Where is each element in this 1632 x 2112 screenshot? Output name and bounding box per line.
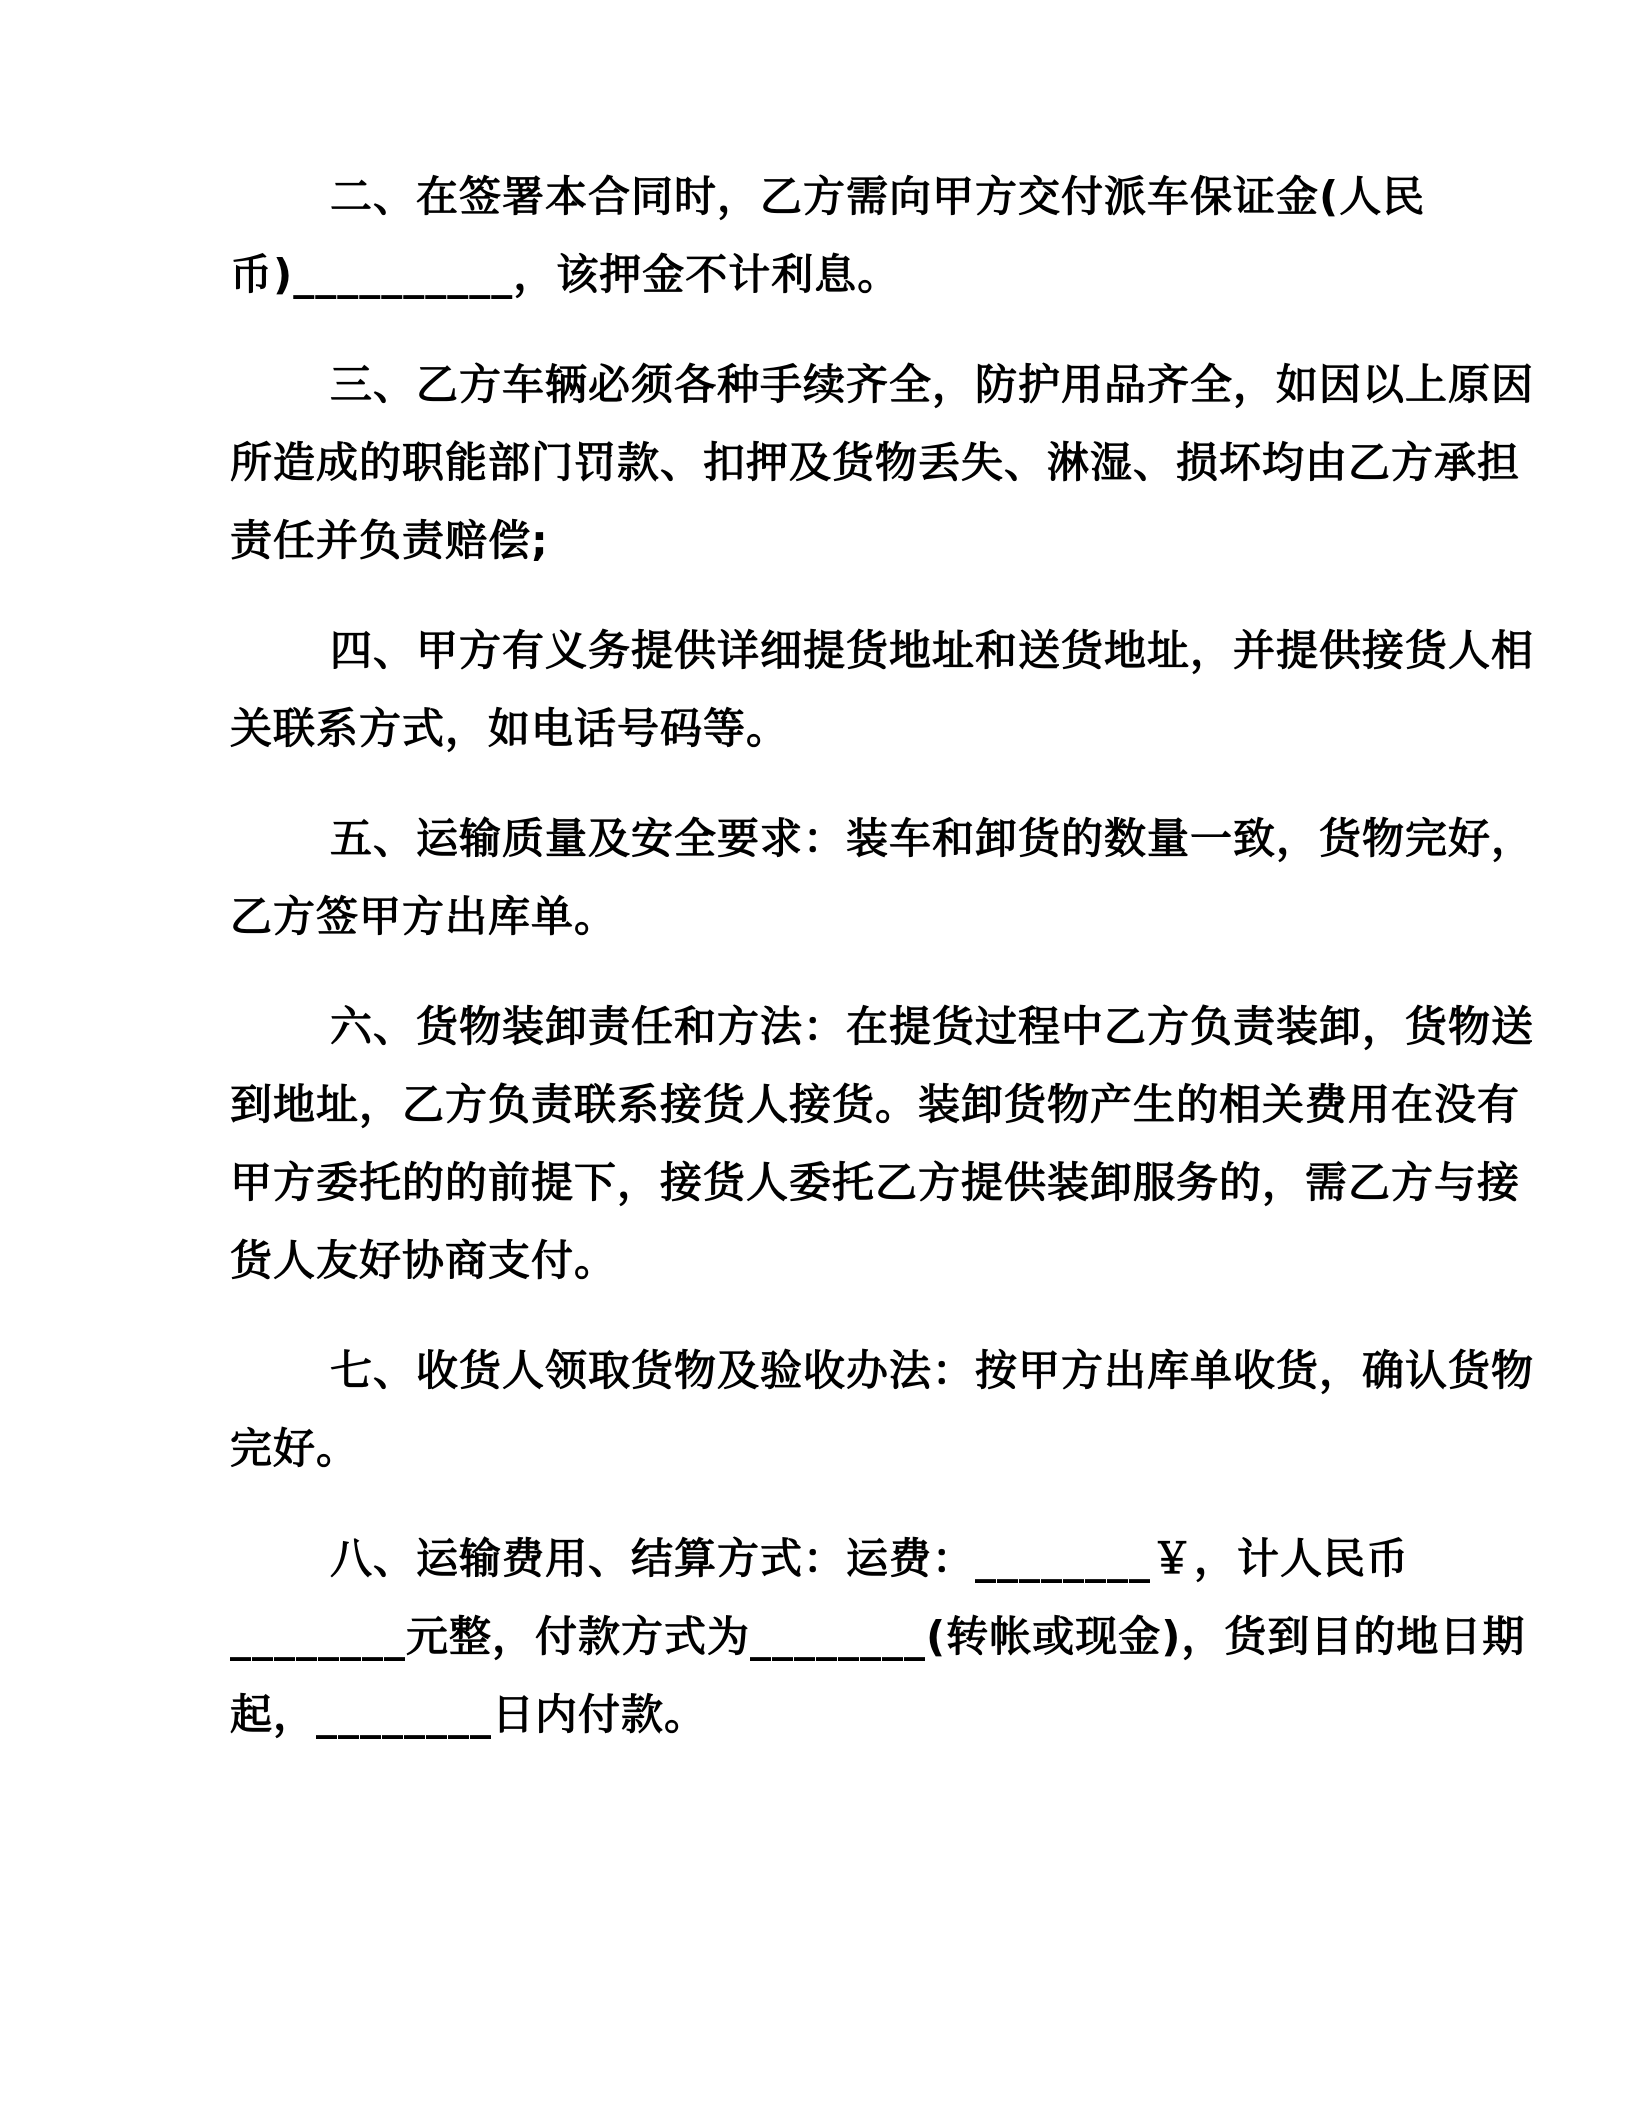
text-line: 五、运输质量及安全要求：装车和卸货的数量一致，货物完好， xyxy=(330,814,1535,863)
text-line: 四、甲方有义务提供详细提货地址和送货地址，并提供接货人相 xyxy=(330,626,1535,675)
text-line: 甲方委托的的前提下，接货人委托乙方提供装卸服务的，需乙方与接 xyxy=(230,1158,1521,1207)
text-line: 乙方签甲方出库单。 xyxy=(230,892,618,941)
clause-8-freight-settlement xyxy=(230,1520,1572,1754)
clause-4-address-obligation xyxy=(230,612,1572,768)
text-line: 关联系方式，如电话号码等。 xyxy=(230,704,790,753)
clause-2-deposit xyxy=(230,158,1572,314)
text-line: 六、货物装卸责任和方法：在提货过程中乙方负责装卸，货物送 xyxy=(330,1002,1535,1051)
text-line: 三、乙方车辆必须各种手续齐全，防护用品齐全，如因以上原因 xyxy=(330,360,1535,409)
text-line: 币)__________，该押金不计利息。 xyxy=(230,250,901,299)
text-line: ________元整，付款方式为________(转帐或现金)，货到目的地日期 xyxy=(230,1612,1526,1661)
text-line: 八、运输费用、结算方式：运费：________￥，计人民币 xyxy=(330,1534,1410,1583)
text-line: 责任并负责赔偿; xyxy=(230,516,549,565)
clause-5-transport-quality xyxy=(230,800,1572,956)
text-line: 完好。 xyxy=(230,1424,360,1473)
clause-7-receiving-inspection xyxy=(230,1332,1572,1488)
text-line: 七、收货人领取货物及验收办法：按甲方出库单收货，确认货物 xyxy=(330,1346,1535,1395)
text-line: 所造成的职能部门罚款、扣押及货物丢失、淋湿、损坏均由乙方承担 xyxy=(230,438,1521,487)
clause-3-vehicle-documents xyxy=(230,346,1572,580)
text-line: 货人友好协商支付。 xyxy=(230,1236,618,1285)
clause-6-loading-unloading xyxy=(230,988,1572,1300)
text-line: 起，________日内付款。 xyxy=(230,1690,708,1739)
text-line: 二、在签署本合同时，乙方需向甲方交付派车保证金(人民 xyxy=(330,172,1426,221)
text-line: 到地址，乙方负责联系接货人接货。装卸货物产生的相关费用在没有 xyxy=(230,1080,1521,1129)
